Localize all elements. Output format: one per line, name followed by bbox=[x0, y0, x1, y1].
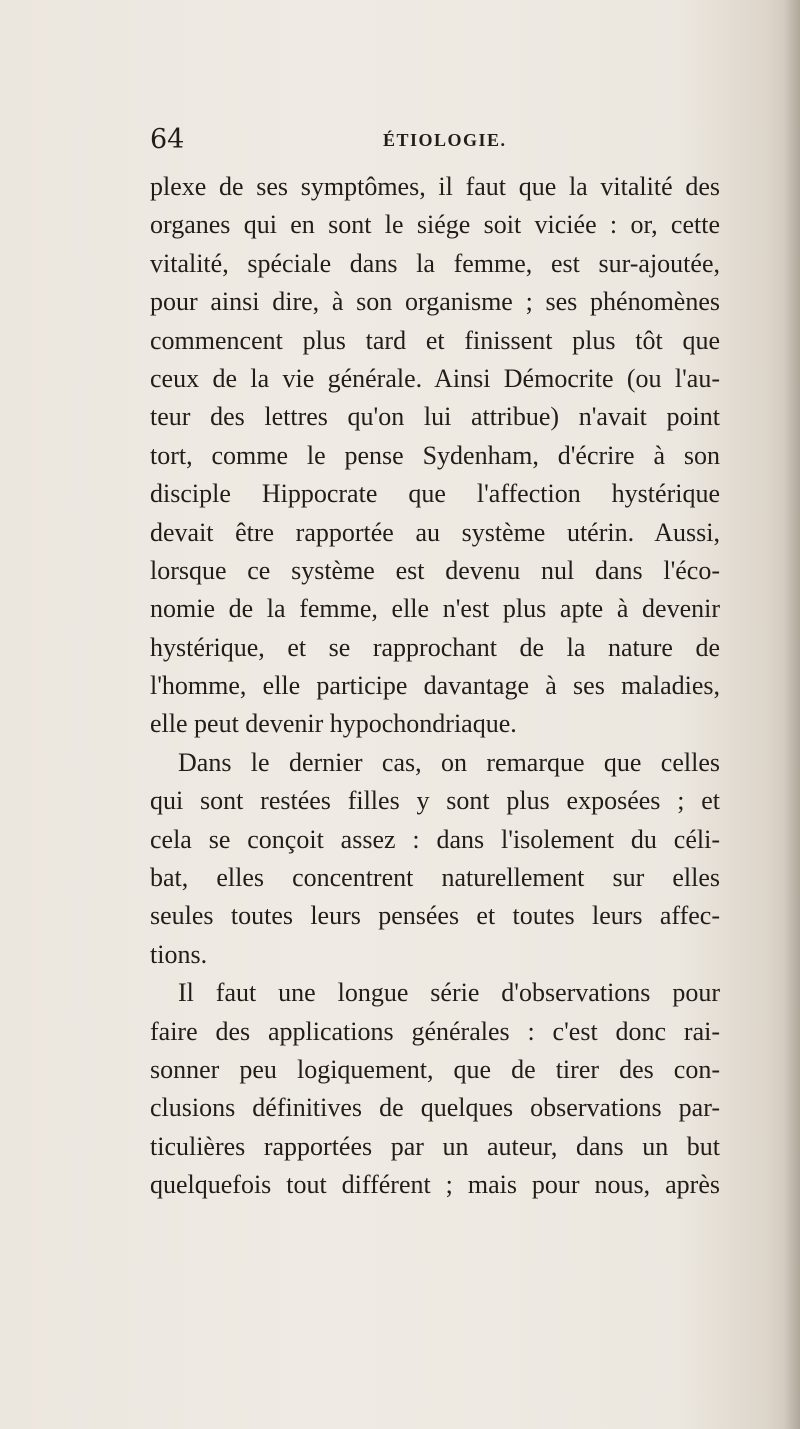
body-text bbox=[150, 168, 720, 1205]
paragraph-start-line: Il faut une longue série d'observations pour bbox=[178, 978, 720, 1008]
page-number: 64 bbox=[150, 124, 185, 155]
text-line: plexe de ses symptômes, il faut que la vitalité des bbox=[150, 172, 720, 201]
text-line: l'homme, elle participe davantage à ses maladies, bbox=[150, 671, 720, 701]
text-line: pour ainsi dire, à son organisme ; ses phénomènes bbox=[150, 287, 720, 317]
running-head bbox=[150, 122, 710, 158]
text-line: devait être rapportée au système utérin. Aussi, bbox=[150, 517, 720, 547]
text-line: lorsque ce système est devenu nul dans l'éco- bbox=[150, 555, 720, 585]
text-line: commencent plus tard et finissent plus tôt que bbox=[150, 325, 720, 355]
text-line: seules toutes leurs pensées et toutes leurs affec- bbox=[150, 901, 720, 931]
paragraph-end-line: tions. bbox=[150, 939, 208, 969]
text-line: vitalité, spéciale dans la femme, est sur-ajoutée, bbox=[150, 248, 720, 278]
text-line: teur des lettres qu'on lui attribue) n'avait point bbox=[150, 402, 720, 432]
text-line: bat, elles concentrent naturellement sur elles bbox=[150, 863, 720, 893]
text-line: faire des applications générales : c'est donc rai- bbox=[150, 1016, 720, 1046]
text-line: quelquefois tout différent ; mais pour nous, après bbox=[150, 1170, 720, 1200]
text-line: hystérique, et se rapprochant de la nature de bbox=[150, 632, 720, 662]
paragraph-start-line: Dans le dernier cas, on remarque que celles bbox=[178, 747, 720, 777]
text-line: ceux de la vie générale. Ainsi Démocrite (ou l'au- bbox=[150, 363, 720, 393]
text-line: cela se conçoit assez : dans l'isolement du céli- bbox=[150, 824, 720, 854]
text-line: tort, comme le pense Sydenham, d'écrire à son bbox=[150, 440, 720, 470]
text-line: ticulières rapportées par un auteur, dans un but bbox=[150, 1131, 720, 1161]
text-line: organes qui en sont le siége soit viciée : or, cette bbox=[150, 210, 720, 240]
page-edge-shadow bbox=[784, 0, 800, 1429]
text-line: disciple Hippocrate que l'affection hystérique bbox=[150, 479, 720, 509]
text-line: sonner peu logiquement, que de tirer des con- bbox=[150, 1054, 720, 1084]
text-line: qui sont restées filles y sont plus exposées ; et bbox=[150, 786, 720, 816]
text-line: clusions définitives de quelques observations par- bbox=[150, 1093, 720, 1123]
running-title: ÉTIOLOGIE. bbox=[383, 130, 507, 150]
text-line: nomie de la femme, elle n'est plus apte à devenir bbox=[150, 594, 720, 624]
paragraph-end-line: elle peut devenir hypochondriaque. bbox=[150, 709, 517, 739]
